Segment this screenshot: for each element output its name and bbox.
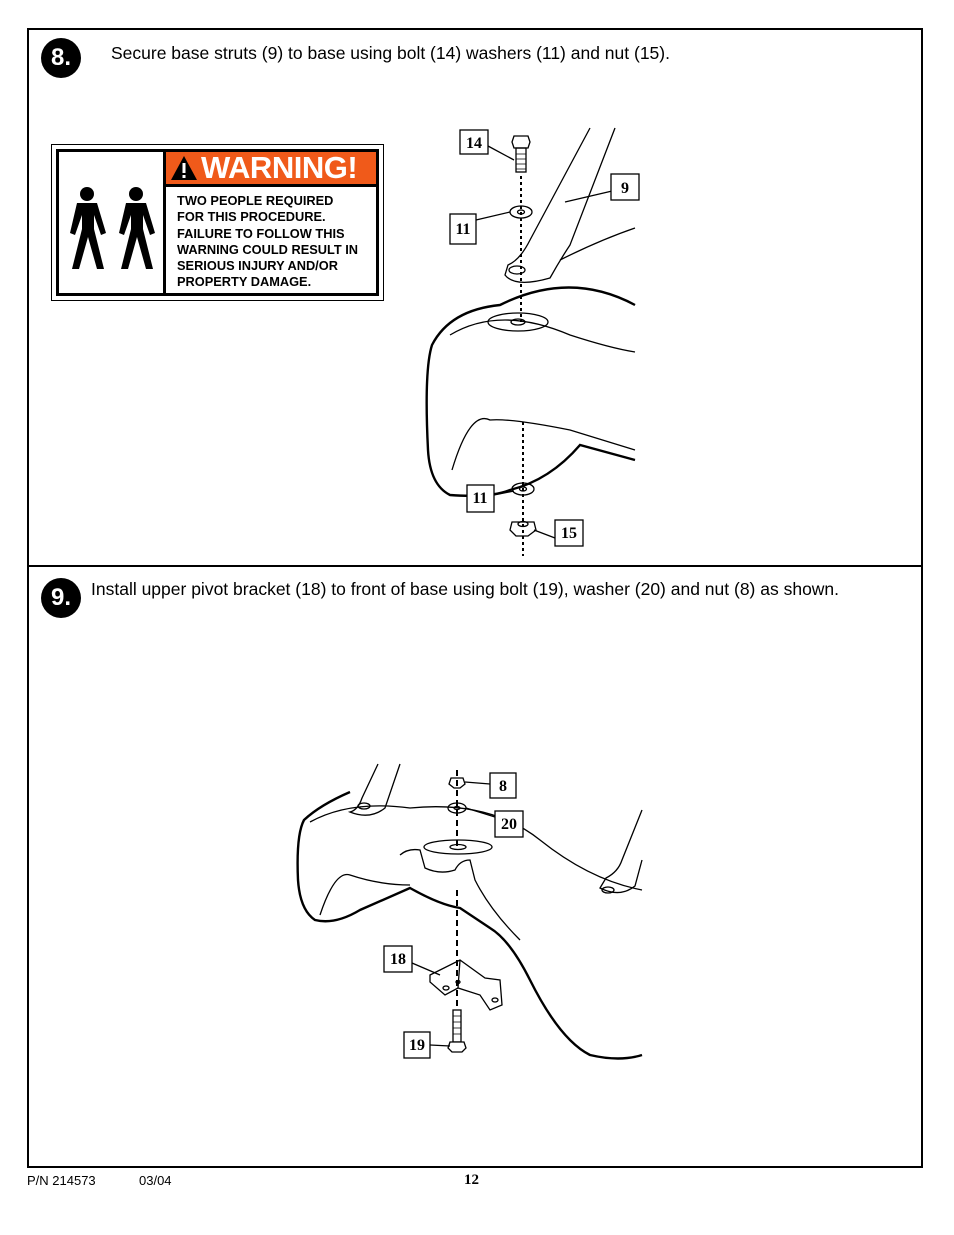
warning-line: PROPERTY DAMAGE. [177,274,312,290]
step-8-instruction: Secure base struts (9) to base using bolt (14) washers (11) and nut (15). [111,43,670,63]
warning-message [177,193,387,291]
warning-title: WARNING! [201,150,358,185]
callout-11-bottom: 11 [472,490,488,507]
alert-triangle-icon [169,154,199,182]
step-9-number: 9. [50,584,71,611]
callout-18: 18 [390,951,406,968]
warning-line: FOR THIS PROCEDURE. [177,209,326,225]
two-people-icon [59,152,166,293]
callout-11-top: 11 [455,221,471,238]
callout-9: 9 [621,180,629,197]
callout-20: 20 [501,816,517,833]
warning-line: SERIOUS INJURY AND/OR [177,258,338,274]
warning-line: FAILURE TO FOLLOW THIS [177,225,345,241]
callout-8: 8 [499,778,507,795]
step-divider [27,565,923,567]
warning-line: WARNING COULD RESULT IN [177,241,359,257]
warning-line: TWO PEOPLE REQUIRED [177,193,334,208]
callout-19: 19 [409,1037,425,1054]
step-8-number: 8. [50,44,71,71]
warning-banner [166,152,376,187]
warning-label [51,144,384,301]
part-number: P/N 214573 [27,1173,96,1188]
page-number: 12 [464,1172,479,1188]
step-8-badge [41,38,81,78]
callout-15: 15 [561,525,577,542]
revision-date: 03/04 [139,1173,172,1188]
step-9-instruction: Install upper pivot bracket (18) to front of base using bolt (19), washer (20) and nut (8) as shown. [91,579,840,599]
step-9-badge [41,578,81,618]
step-9-assembly-diagram [290,760,650,1070]
step-8-assembly-diagram [410,120,650,560]
callout-14: 14 [466,135,482,152]
